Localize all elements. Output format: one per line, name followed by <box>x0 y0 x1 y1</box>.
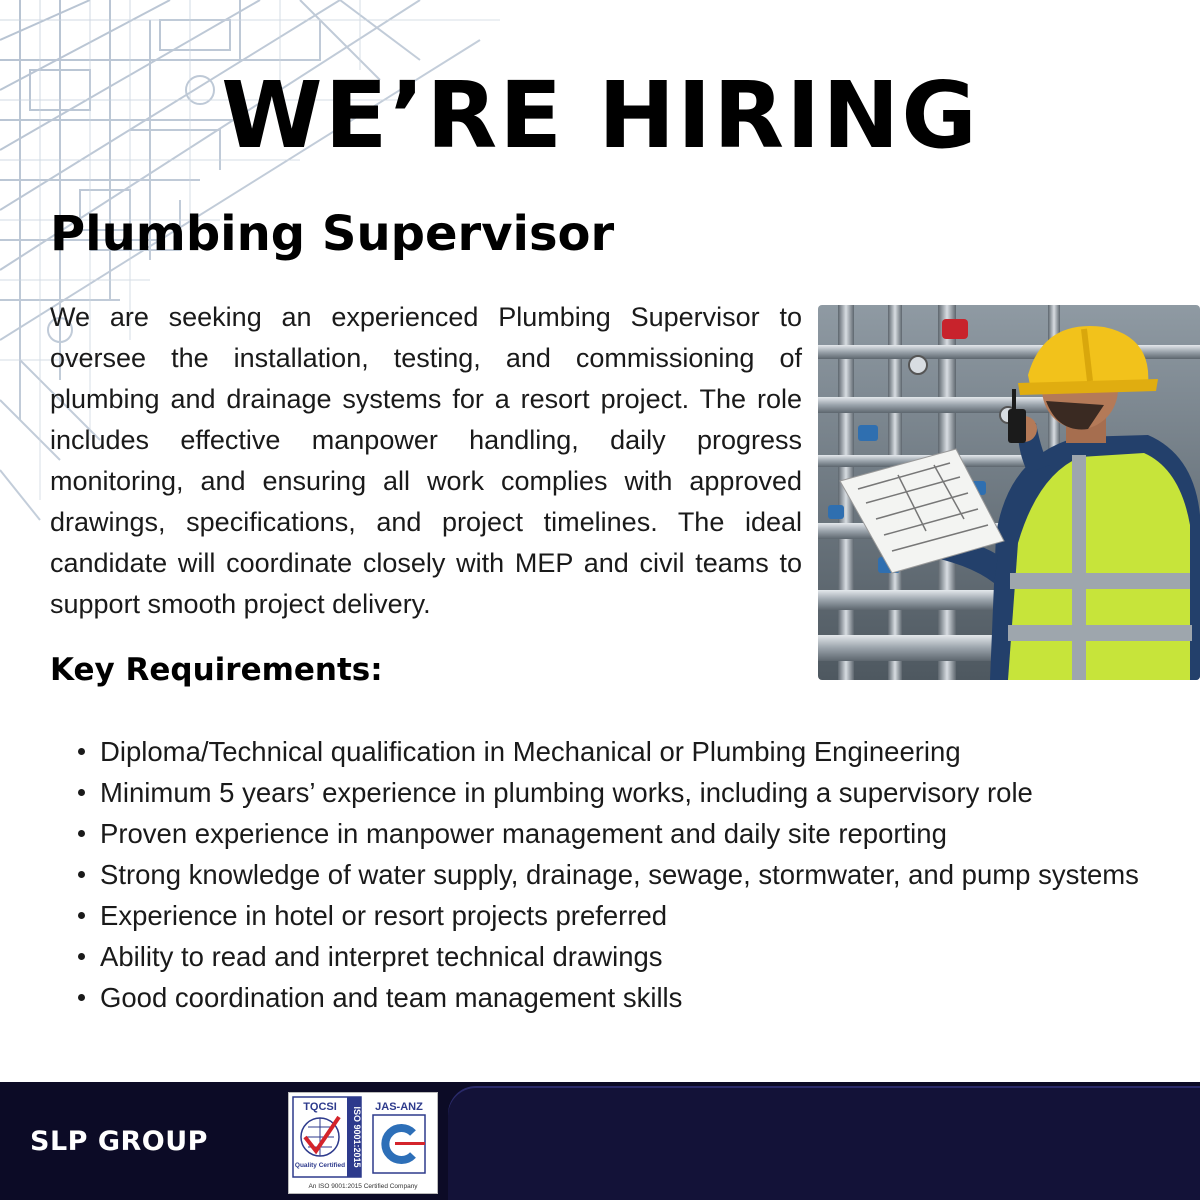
list-item: Diploma/Technical qualification in Mechanical or Plumbing Engineering <box>100 731 1140 772</box>
job-description: We are seeking an experienced Plumbing Supervisor to oversee the installation, testing, and commissioning of plumbing and drainage systems for a resort project. The role includes effective manpower handling, daily progress monitoring, and ensuring all work complies with approved drawings, specifications, and project timelines. The ideal candidate will coordinate closely with MEP and civil teams to support smooth project delivery. <box>50 302 802 619</box>
list-item: Good coordination and team management skills <box>100 977 1140 1018</box>
footer-bar <box>0 1082 1200 1200</box>
tqcsi-label: TQCSI <box>303 1101 337 1113</box>
list-item: Proven experience in manpower management and daily site reporting <box>100 813 1140 854</box>
iso-certification-logo <box>288 1092 438 1194</box>
iso-label: ISO 9001:2015 <box>352 1106 362 1168</box>
list-item: Experience in hotel or resort projects preferred <box>100 895 1140 936</box>
jas-anz-label: JAS-ANZ <box>375 1101 423 1113</box>
list-item: Minimum 5 years’ experience in plumbing works, including a supervisory role <box>100 772 1140 813</box>
hiring-headline: WE’RE HIRING <box>221 62 979 169</box>
certified-company-caption: An ISO 9001:2015 Certified Company <box>308 1183 418 1190</box>
job-title: Plumbing Supervisor <box>50 206 615 262</box>
quality-certified-label: Quality Certified <box>294 1162 346 1169</box>
list-item: Ability to read and interpret technical drawings <box>100 936 1140 977</box>
footer-panel <box>448 1088 1200 1200</box>
requirements-heading: Key Requirements: <box>50 652 383 688</box>
plumbing-supervisor-photo <box>818 305 1200 680</box>
company-brand: SLP GROUP <box>30 1126 208 1157</box>
requirements-list <box>100 731 1140 1018</box>
list-item: Strong knowledge of water supply, drainage, sewage, stormwater, and pump systems <box>100 854 1140 895</box>
